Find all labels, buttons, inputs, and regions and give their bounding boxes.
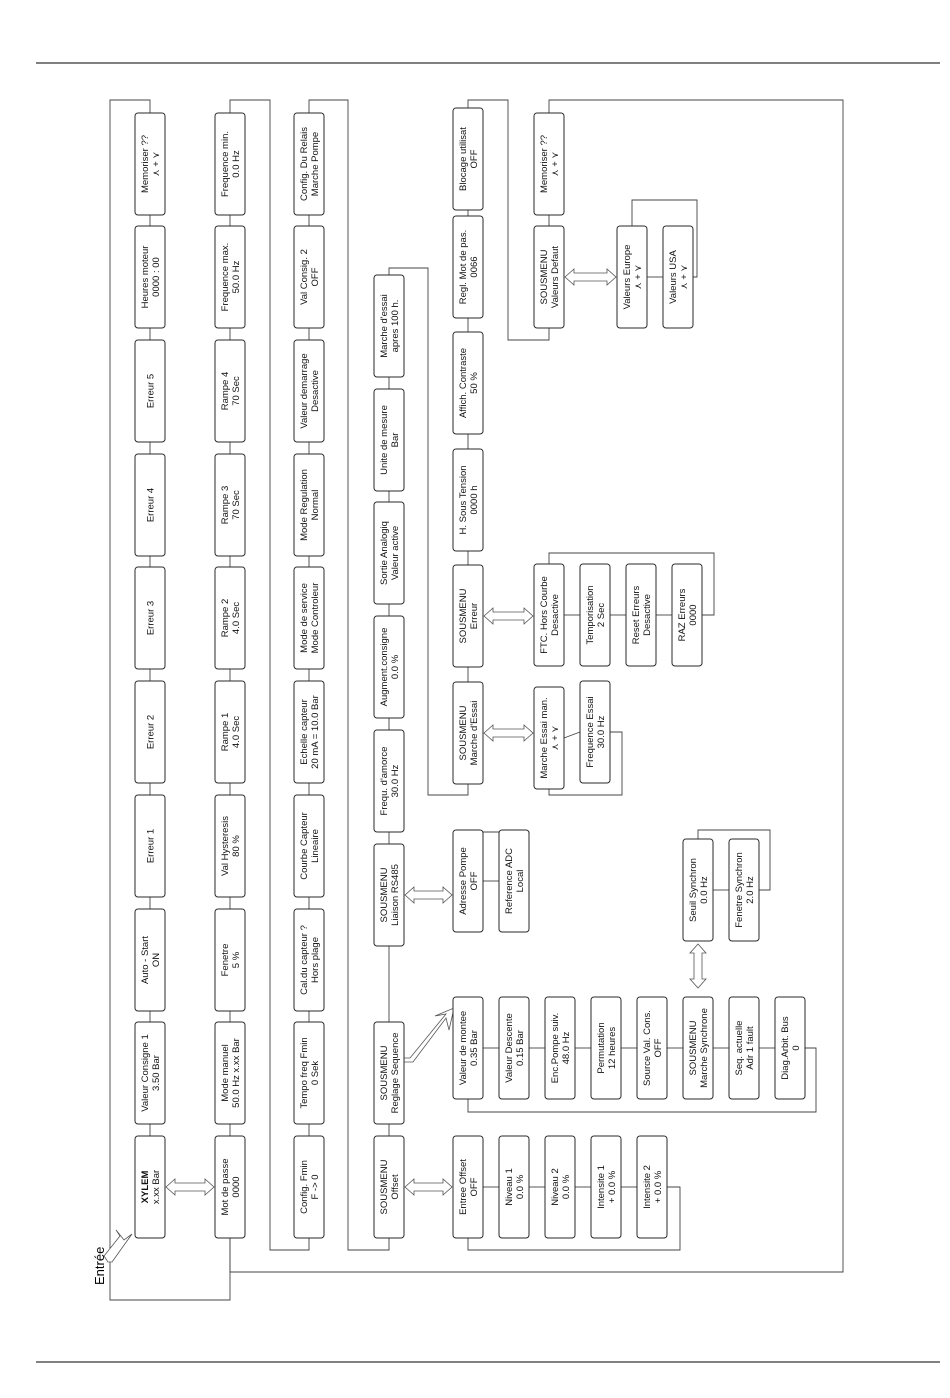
- node-rampe-1: [215, 681, 245, 783]
- node-label-line: Valeur Descente: [504, 1013, 515, 1083]
- node-seq-actuelle: [729, 997, 759, 1099]
- node-label-line: 48.0 Hz: [561, 1031, 572, 1065]
- node-label-line: 0000 : 00: [151, 257, 162, 297]
- node-label-line: 0000: [231, 1176, 242, 1198]
- node-label-line: 3.50 Bar: [151, 1055, 162, 1091]
- node-label: [299, 583, 321, 654]
- node-fenetre-synchron: [729, 839, 759, 941]
- node-label: [146, 488, 157, 522]
- node-label-line: ⋏ + ⋎: [151, 151, 162, 177]
- node-label-line: Frequence min.: [220, 130, 231, 198]
- node-label-line: Unite de mesure: [379, 405, 390, 475]
- node-label-line: ON: [151, 952, 162, 968]
- node-label-line: 0: [791, 1045, 802, 1051]
- node-label-line: OFF: [469, 871, 480, 891]
- node-label-line: 0066: [469, 256, 480, 278]
- node-label-line: Valeurs USA: [668, 250, 679, 304]
- node-frequ-damorce: [374, 730, 404, 832]
- node-label-line: Marche d'essai: [379, 294, 390, 358]
- node-config-du-relais: [294, 113, 324, 215]
- node-label-line: + 0.0 %: [607, 1170, 618, 1204]
- node-label-line: ⋏ + ⋎: [550, 725, 561, 751]
- node-reset-erreurs: [626, 564, 656, 666]
- node-label: [596, 1165, 618, 1209]
- node-label: [379, 521, 401, 585]
- node-label-line: Niveau 2: [550, 1168, 561, 1206]
- node-label-line: Seuil Synchron: [688, 858, 699, 922]
- node-affich-contraste: [453, 332, 483, 434]
- synchron-submenu-arrow: [690, 944, 706, 988]
- node-label-line: 2 Sec: [596, 602, 607, 628]
- node-mode-de-service: [294, 567, 324, 669]
- node-sousmenu-marche-dessai: [453, 682, 483, 784]
- node-label-line: SOUSMENU: [458, 705, 469, 761]
- node-label-line: 0.0 %: [390, 654, 401, 680]
- node-sousmenu-marche-synchrone: [683, 997, 713, 1099]
- node-label-line: 12 heures: [607, 1026, 618, 1070]
- node-memoriser-1: [135, 113, 165, 215]
- node-intensite-2: [637, 1136, 667, 1238]
- node-entree-offset: [453, 1136, 483, 1238]
- node-label-line: 50.0 Hz: [231, 260, 242, 294]
- node-label-line: SOUSMENU: [379, 867, 390, 923]
- node-label-line: Temporisation: [585, 585, 596, 645]
- node-label-line: Blocage utilisat: [458, 127, 469, 191]
- node-label-line: OFF: [653, 1038, 664, 1058]
- node-erreur-2: [135, 681, 165, 783]
- wrap-row1-row2: [110, 100, 230, 1300]
- node-label-line: Mode de service: [299, 583, 310, 653]
- node-val-consig-2: [294, 226, 324, 328]
- node-xylem: [135, 1136, 165, 1238]
- node-label-line: XYLEM: [140, 1170, 151, 1204]
- node-label-line: 80 %: [231, 835, 242, 857]
- node-label: [734, 1021, 756, 1076]
- node-echelle-capteur: [294, 681, 324, 783]
- node-label-line: Affich. Contraste: [458, 347, 469, 419]
- node-label-line: RAZ Erreurs: [677, 588, 688, 642]
- node-label-line: Entree Offset: [458, 1159, 469, 1215]
- node-label: [220, 1038, 242, 1108]
- node-label-line: Frequence Essai: [585, 696, 596, 768]
- node-label-line: Hors plage: [310, 937, 321, 983]
- node-label-line: Desactive: [550, 594, 561, 636]
- node-label-line: Marche Pompe: [310, 131, 321, 197]
- node-label-line: 0 Sek: [310, 1060, 321, 1086]
- node-label-line: Valeur de montee: [458, 1010, 469, 1086]
- node-label-line: SOUSMENU: [688, 1020, 699, 1076]
- node-label-line: Valeurs Defaut: [550, 245, 561, 309]
- node-label-line: Permutation: [596, 1022, 607, 1074]
- node-label-line: Valeurs Europe: [622, 244, 633, 310]
- node-ftc-hors-courbe: [534, 564, 564, 666]
- node-frequence-essai: [580, 681, 610, 783]
- node-label-line: Auto - Start: [140, 935, 151, 985]
- node-label-line: Desactive: [642, 594, 653, 636]
- node-label-line: Fenetre Synchron: [734, 852, 745, 928]
- node-label-line: Liaison RS485: [390, 864, 401, 926]
- node-sousmenu-reglage-sequence: [374, 1022, 404, 1124]
- node-label-line: 4.0 Sec: [231, 601, 242, 635]
- node-erreur-5: [135, 340, 165, 442]
- node-fenetre: [215, 909, 245, 1011]
- node-label-line: Lineaire: [310, 829, 321, 863]
- node-label-line: 0.0 %: [515, 1174, 526, 1200]
- node-label: [146, 715, 157, 749]
- node-augment-consigne: [374, 616, 404, 718]
- node-label-line: 30.0 Hz: [596, 715, 607, 749]
- arrows: [104, 269, 706, 1262]
- sequence-submenu-arrow: [403, 1008, 454, 1062]
- node-label-line: Memoriser ??: [140, 134, 151, 194]
- nodes: [135, 108, 805, 1238]
- node-label-line: Heures moteur: [140, 245, 151, 309]
- node-label: [539, 246, 561, 308]
- node-label-line: 50.0 Hz x.xx Bar: [231, 1038, 242, 1108]
- node-regl-mot-de-pas: [453, 216, 483, 318]
- node-label: [379, 294, 401, 358]
- node-tempo-freq-fmin: [294, 1022, 324, 1124]
- node-label-line: Reference ADC: [504, 847, 515, 915]
- node-label-line: 0.0 Hz: [699, 876, 710, 904]
- node-sousmenu-offset: [374, 1136, 404, 1238]
- node-label: [140, 1170, 162, 1204]
- node-label-line: Config. Fmin: [299, 1160, 310, 1214]
- node-label-line: Fenetre: [220, 943, 231, 977]
- node-rampe-4: [215, 340, 245, 442]
- node-label-line: Local: [515, 869, 526, 893]
- node-label-line: Diag.Arbit. Bus: [780, 1016, 791, 1080]
- node-reference-adc: [499, 830, 529, 932]
- node-label-line: Val Hysteresis: [220, 815, 231, 877]
- node-label-line: 0.35 Bar: [469, 1030, 480, 1066]
- node-config-fmin: [294, 1136, 324, 1238]
- node-adresse-pompe: [453, 830, 483, 932]
- node-label-line: Frequence max.: [220, 242, 231, 312]
- node-raz-erreurs: [672, 564, 702, 666]
- node-label-line: Mot de passe: [220, 1158, 231, 1216]
- node-enc-pompe-suiv: [545, 997, 575, 1099]
- node-mot-de-passe: [215, 1136, 245, 1238]
- node-cal-du-capteur: [294, 909, 324, 1011]
- node-label-line: Erreur 1: [145, 828, 157, 864]
- node-heures-moteur: [135, 226, 165, 328]
- node-label-line: ⋏ + ⋎: [633, 264, 644, 290]
- node-niveau-2: [545, 1136, 575, 1238]
- node-valeur-consigne-1: [135, 1022, 165, 1124]
- node-label-line: F -> 0: [310, 1174, 321, 1200]
- node-sousmenu-liaison-rs485: [374, 844, 404, 946]
- node-label: [146, 829, 157, 863]
- node-label: [220, 713, 242, 752]
- node-label-line: Valeur Consigne 1: [140, 1034, 151, 1112]
- node-label-line: Rampe 1: [220, 712, 231, 752]
- node-label: [220, 599, 242, 638]
- node-label-line: OFF: [469, 149, 480, 169]
- node-erreur-4: [135, 454, 165, 556]
- node-label-line: Val Consig. 2: [299, 249, 310, 305]
- node-label-line: Sortie Analogiq: [379, 521, 390, 585]
- node-valeurs-europe: [617, 226, 647, 328]
- essai-link: [564, 732, 580, 738]
- node-label: [458, 701, 480, 766]
- node-label-line: Courbe Capteur: [299, 812, 310, 880]
- node-label-line: 0000 h: [469, 485, 480, 515]
- node-sousmenu-erreur: [453, 565, 483, 667]
- node-courbe-capteur: [294, 795, 324, 897]
- xylem-password-arrow: [166, 1179, 214, 1195]
- node-label-line: 0.0 Hz: [231, 150, 242, 178]
- node-label-line: Bar: [390, 432, 401, 448]
- node-label: [596, 1022, 618, 1073]
- node-label: [220, 486, 242, 525]
- node-label: [146, 601, 157, 635]
- node-label-line: Erreur 3: [145, 600, 157, 636]
- node-erreur-3: [135, 567, 165, 669]
- rs485-submenu-arrow: [405, 887, 452, 903]
- node-mode-manuel: [215, 1022, 245, 1124]
- node-valeur-descente: [499, 997, 529, 1099]
- node-label-line: Intensite 2: [642, 1165, 653, 1209]
- node-label-line: ⋏ + ⋎: [550, 151, 561, 177]
- node-label-line: 20 mA = 10.0 Bar: [310, 695, 321, 769]
- node-label-line: SOUSMENU: [458, 588, 469, 644]
- node-label-line: 50 %: [469, 372, 480, 394]
- entry-arrow: [104, 1230, 132, 1262]
- node-label-line: Adresse Pompe: [458, 847, 469, 915]
- node-label: [299, 695, 321, 769]
- node-seuil-synchron: [683, 839, 713, 941]
- node-label-line: Valeur demarrage: [299, 353, 310, 429]
- node-label-line: Erreur 4: [145, 487, 157, 523]
- node-marche-essai-man: [534, 687, 564, 789]
- node-label-line: x.xx Bar: [151, 1169, 162, 1205]
- node-label: [220, 372, 242, 411]
- node-label-line: Tempo freq Fmin: [299, 1037, 310, 1109]
- node-label-line: 0.15 Bar: [515, 1030, 526, 1066]
- node-label-line: SOUSMENU: [539, 249, 550, 305]
- node-val-hysteresis: [215, 795, 245, 897]
- node-label-line: Marche Essai man.: [539, 697, 550, 779]
- node-marche-dessai: [374, 275, 404, 377]
- node-label-line: H. Sous Tension: [458, 465, 469, 535]
- node-label-line: 0000: [688, 604, 699, 626]
- node-label-line: Normal: [310, 489, 321, 521]
- node-label-line: Rampe 3: [220, 485, 231, 525]
- node-label-line: + 0.0 %: [653, 1170, 664, 1204]
- entry-label: Entrée: [92, 1246, 107, 1285]
- node-label-line: Mode Controleur: [310, 582, 321, 654]
- node-label-line: Erreur 2: [145, 714, 157, 750]
- node-label-line: 2.0 Hz: [745, 876, 756, 904]
- node-label-line: Valeur active: [390, 525, 401, 581]
- node-label-line: Reglage Sequence: [390, 1032, 401, 1114]
- node-label-line: Marche d'Essai: [469, 700, 480, 766]
- offset-submenu-arrow: [405, 1179, 452, 1195]
- node-label-line: 4.0 Sec: [231, 715, 242, 749]
- node-rampe-3: [215, 454, 245, 556]
- node-label: [146, 374, 157, 408]
- node-label-line: Rampe 2: [220, 598, 231, 638]
- node-label-line: Offset: [390, 1174, 401, 1200]
- node-label-line: Frequ. d'amorce: [379, 746, 390, 816]
- node-sortie-analogiq: [374, 502, 404, 604]
- node-label-line: Intensite 1: [596, 1165, 607, 1209]
- node-memoriser-2: [534, 113, 564, 215]
- node-label-line: 30.0 Hz: [390, 764, 401, 798]
- node-sousmenu-valeurs-defaut: [534, 226, 564, 328]
- node-label-line: 70 Sec: [231, 490, 242, 520]
- node-label-line: Mode manuel: [220, 1044, 231, 1102]
- node-valeur-demarrage: [294, 340, 324, 442]
- node-label-line: SOUSMENU: [379, 1045, 390, 1101]
- node-label-line: Config. Du Relais: [299, 127, 310, 201]
- node-label-line: Seq. actuelle: [734, 1020, 745, 1076]
- node-label-line: Reset Erreurs: [631, 585, 642, 645]
- node-label-line: Echelle capteur: [299, 699, 310, 765]
- node-label-line: OFF: [469, 1177, 480, 1197]
- node-label-line: Augment.consigne: [379, 627, 390, 707]
- node-diag-arbit-bus: [775, 997, 805, 1099]
- node-label-line: apres 100 h.: [390, 299, 401, 353]
- node-label-line: Adr 1 fault: [745, 1026, 756, 1070]
- node-label: [631, 585, 653, 644]
- defaut-submenu-arrow: [565, 269, 616, 285]
- node-source-val-cons: [637, 997, 667, 1099]
- node-mode-regulation: [294, 454, 324, 556]
- essai-submenu-arrow: [484, 725, 533, 741]
- node-label-line: Niveau 1: [504, 1168, 515, 1206]
- node-niveau-1: [499, 1136, 529, 1238]
- node-temporisation: [580, 564, 610, 666]
- node-label-line: SOUSMENU: [379, 1159, 390, 1215]
- node-blocage-utilisat: [453, 108, 483, 210]
- node-frequence-min: [215, 113, 245, 215]
- node-unite-de-mesure: [374, 389, 404, 491]
- node-label-line: OFF: [310, 267, 321, 287]
- node-label-line: 70 Sec: [231, 376, 242, 406]
- node-label-line: Source Val. Cons.: [642, 1010, 653, 1086]
- node-label-line: Enc.Pompe suiv.: [550, 1012, 561, 1084]
- node-label-line: ⋏ + ⋎: [679, 264, 690, 290]
- node-label: [642, 1165, 664, 1209]
- node-label-line: 5 %: [231, 951, 242, 969]
- node-permutation: [591, 997, 621, 1099]
- node-h-sous-tension: [453, 449, 483, 551]
- node-label-line: Desactive: [310, 370, 321, 412]
- node-label: [299, 127, 321, 201]
- node-label-line: Cal.du capteur ?: [299, 925, 310, 995]
- node-label-line: Marche Synchrone: [699, 1008, 710, 1088]
- node-valeur-de-montee: [453, 997, 483, 1099]
- node-label-line: FTC. Hors Courbe: [539, 576, 550, 654]
- node-rampe-2: [215, 567, 245, 669]
- node-intensite-1: [591, 1136, 621, 1238]
- node-auto-start: [135, 909, 165, 1011]
- erreur-submenu-arrow: [484, 608, 533, 624]
- node-label-line: Mode Regulation: [299, 469, 310, 541]
- node-label-line: Memoriser ??: [539, 134, 550, 194]
- node-label-line: 0.0 %: [561, 1174, 572, 1200]
- node-valeurs-usa: [663, 226, 693, 328]
- node-label: [379, 864, 401, 926]
- node-label-line: Rampe 4: [220, 371, 231, 411]
- node-erreur-1: [135, 795, 165, 897]
- node-label-line: Erreur: [469, 602, 480, 630]
- node-label-line: Regl. Mot de pas.: [458, 229, 469, 305]
- node-frequence-max: [215, 226, 245, 328]
- node-label-line: Erreur 5: [145, 373, 157, 409]
